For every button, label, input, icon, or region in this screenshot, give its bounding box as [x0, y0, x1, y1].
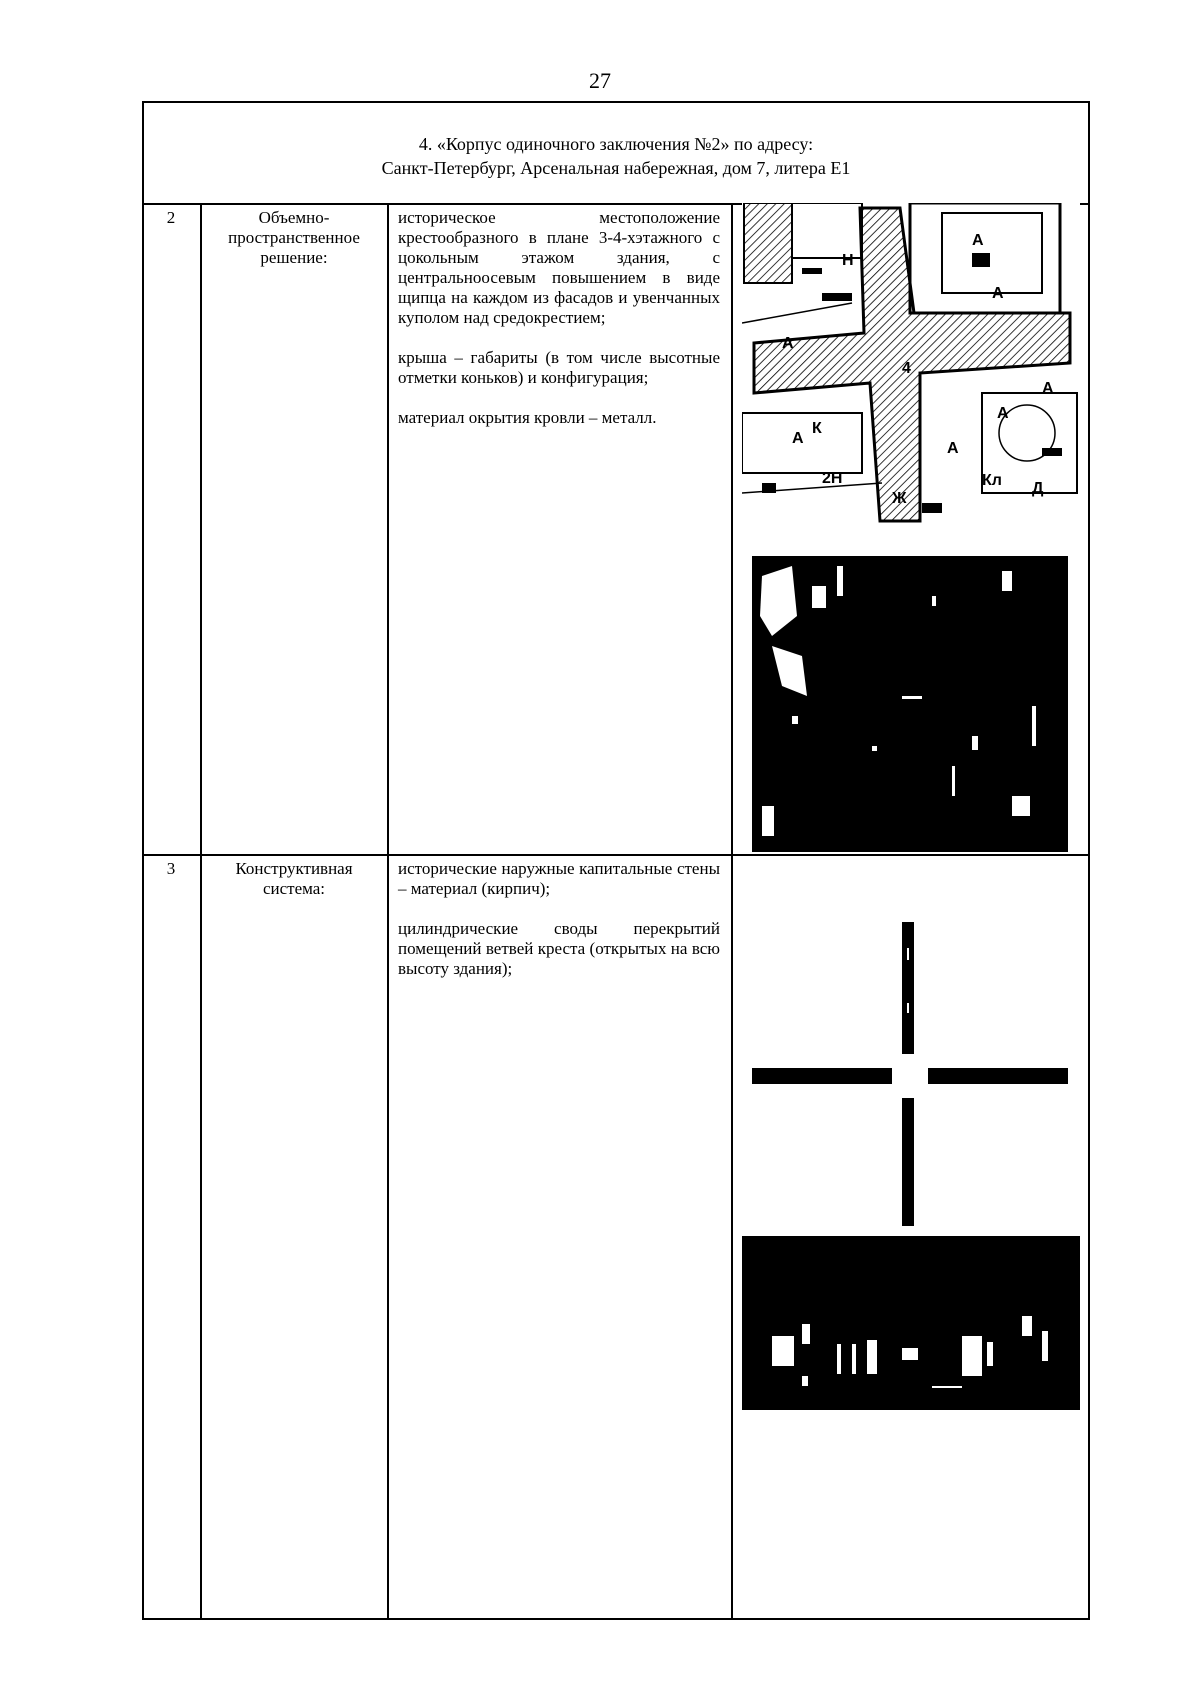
map-label: Кл — [982, 472, 1002, 489]
map-label: Н — [842, 252, 854, 269]
map-label: А — [992, 285, 1004, 302]
map-label: А — [782, 335, 794, 352]
cross-plan-diagram — [752, 918, 1068, 1228]
column-divider — [387, 203, 389, 1620]
paragraph: крыша – габариты (в том числе высотные отметки коньков) и конфигурация; — [398, 348, 720, 387]
map-label: А — [1042, 380, 1054, 397]
map-label: А — [947, 440, 959, 457]
column-divider — [200, 203, 202, 1620]
row-number: 3 — [166, 859, 176, 878]
row-description — [398, 859, 720, 999]
map-label: К — [812, 420, 822, 437]
paragraph: цилиндрические своды перекрытий помещений ветвей креста (открытых на всю высоту здания); — [398, 919, 720, 978]
object-address: Санкт-Петербург, Арсенальная набережная, дом 7, литера Е1 — [381, 158, 851, 178]
page-number: 27 — [589, 68, 611, 93]
column-divider — [731, 203, 733, 1620]
map-label: Д — [1032, 480, 1044, 497]
row-number: 2 — [166, 208, 176, 227]
paragraph: историческое местоположение крестообразного в плане 3-4-хэтажного с цокольным этажом здания, с центральноосевым повышением в виде щипца на каждом из фасадов и увенчанных куполом над средокрестием; — [398, 208, 720, 327]
object-title: 4. «Корпус одиночного заключения №2» по адресу: — [418, 134, 814, 154]
row-label: Объемно-пространственное решение: — [228, 208, 360, 267]
row-description — [398, 208, 720, 448]
paragraph: материал окрытия кровли – металл. — [398, 408, 657, 427]
paragraph: исторические наружные капитальные стены – материал (кирпич); — [398, 859, 720, 898]
object-header — [142, 132, 1090, 180]
map-label: А — [972, 232, 984, 249]
map-label: Ж — [892, 490, 907, 507]
aerial-photo — [752, 556, 1068, 852]
map-label: 2Н — [822, 470, 843, 487]
map-label: 4 — [902, 360, 911, 377]
map-label: А — [997, 405, 1009, 422]
row-label: Конструктивная система: — [235, 859, 353, 898]
map-label: А — [792, 430, 804, 447]
site-map-image — [742, 203, 1080, 529]
row-divider — [142, 854, 1090, 856]
facade-photo — [742, 1236, 1080, 1410]
